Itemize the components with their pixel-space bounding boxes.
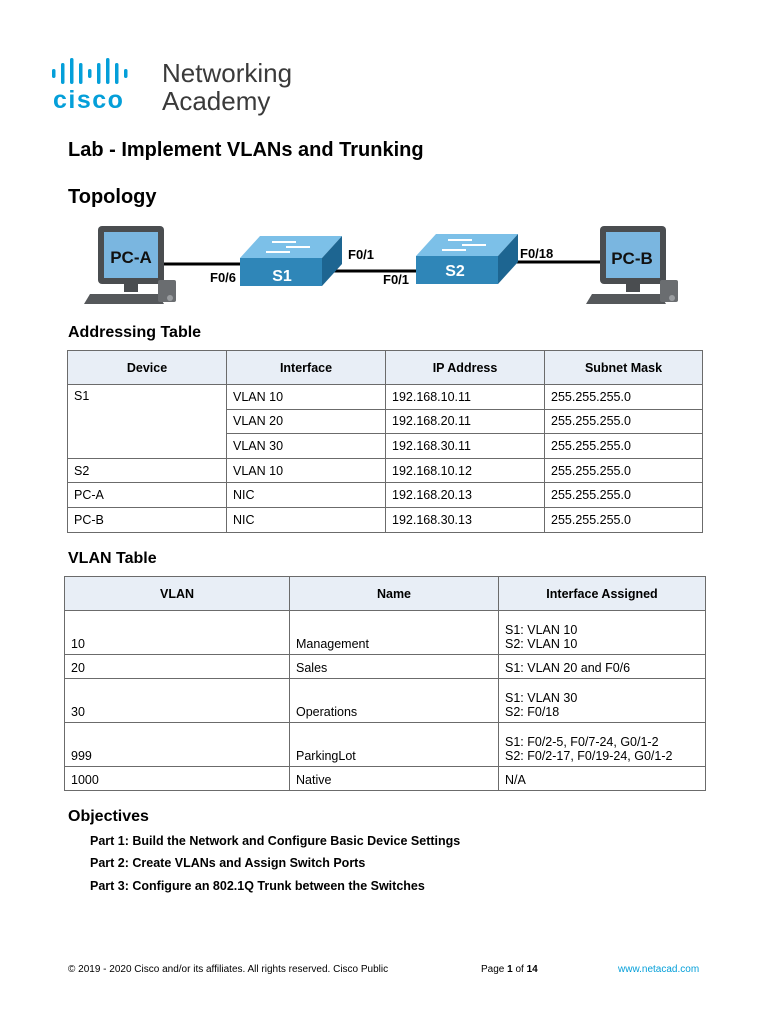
pc-a-label: PC-A — [110, 248, 152, 267]
table-cell: PC-A — [68, 483, 227, 508]
port-label-s2-f0-1: F0/1 — [383, 272, 410, 287]
s2-label: S2 — [445, 263, 465, 280]
footer-copyright: © 2019 - 2020 Cisco and/or its affiliates. All rights reserved. Cisco Public — [68, 964, 389, 975]
table-row — [65, 679, 706, 723]
table-cell: N/A — [499, 767, 706, 791]
table-cell: 10 — [65, 611, 290, 655]
table-header-row — [65, 577, 706, 611]
interface-line: S2: F0/18 — [505, 705, 560, 719]
table-cell: 30 — [65, 679, 290, 723]
vlan-table — [64, 576, 706, 791]
s1-label: S1 — [272, 268, 292, 285]
table-cell: VLAN 30 — [227, 434, 386, 459]
table-cell — [499, 723, 706, 767]
table-cell: 1000 — [65, 767, 290, 791]
column-header: Subnet Mask — [545, 351, 703, 385]
table-cell: ParkingLot — [290, 723, 499, 767]
objective-item: Part 1: Build the Network and Configure Basic Device Settings — [90, 834, 461, 848]
table-header-row — [68, 351, 703, 385]
pc-b-label: PC-B — [611, 249, 653, 268]
interface-line: S1: VLAN 10 — [505, 623, 578, 637]
table-cell: S2 — [68, 458, 227, 483]
objective-item: Part 3: Configure an 802.1Q Trunk between the Switches — [90, 879, 425, 893]
table-cell: Native — [290, 767, 499, 791]
table-row — [68, 458, 703, 483]
table-cell: S1: VLAN 20 and F0/6 — [499, 655, 706, 679]
interface-line: S2: VLAN 10 — [505, 637, 578, 651]
addressing-table — [67, 350, 703, 533]
column-header: Name — [290, 577, 499, 611]
table-cell: Operations — [290, 679, 499, 723]
footer-website-link[interactable]: www.netacad.com — [618, 964, 700, 975]
table-row — [65, 723, 706, 767]
table-row — [68, 483, 703, 508]
table-row — [68, 385, 703, 410]
column-header: Interface Assigned — [499, 577, 706, 611]
interface-line: S1: F0/2-5, F0/7-24, G0/1-2 — [505, 735, 659, 749]
table-cell: VLAN 10 — [227, 458, 386, 483]
table-cell — [499, 611, 706, 655]
table-cell: 192.168.30.13 — [386, 507, 545, 532]
table-cell: VLAN 10 — [227, 385, 386, 410]
topology-heading: Topology — [68, 186, 157, 208]
addressing-table-heading: Addressing Table — [68, 324, 202, 341]
port-label-f0-18: F0/18 — [520, 246, 554, 261]
interface-line: S1: VLAN 30 — [505, 691, 578, 705]
table-cell: VLAN 20 — [227, 409, 386, 434]
footer-page-number: Page 1 of 14 — [481, 964, 538, 975]
table-cell: Sales — [290, 655, 499, 679]
table-cell: S1 — [68, 385, 227, 459]
table-cell: 255.255.255.0 — [545, 483, 703, 508]
table-cell: 255.255.255.0 — [545, 434, 703, 459]
objectives-heading: Objectives — [68, 808, 149, 825]
table-cell: 20 — [65, 655, 290, 679]
table-cell: 192.168.20.13 — [386, 483, 545, 508]
logo-academy-text: Academy — [162, 86, 271, 116]
column-header: IP Address — [386, 351, 545, 385]
cisco-wordmark: cisco — [53, 86, 125, 114]
table-cell: 255.255.255.0 — [545, 409, 703, 434]
table-cell: NIC — [227, 483, 386, 508]
objective-item: Part 2: Create VLANs and Assign Switch Ports — [90, 856, 366, 870]
vlan-table-heading: VLAN Table — [68, 550, 157, 567]
column-header: VLAN — [65, 577, 290, 611]
port-label-s1-f0-1: F0/1 — [348, 247, 375, 262]
cisco-bars-icon — [52, 58, 152, 84]
interface-line: S2: F0/2-17, F0/19-24, G0/1-2 — [505, 749, 673, 763]
table-cell: 255.255.255.0 — [545, 458, 703, 483]
table-row — [68, 507, 703, 532]
table-cell: 192.168.10.11 — [386, 385, 545, 410]
port-label-f0-6: F0/6 — [210, 270, 237, 285]
table-row — [65, 767, 706, 791]
topology-diagram — [60, 218, 700, 310]
table-cell — [499, 679, 706, 723]
table-cell: PC-B — [68, 507, 227, 532]
table-cell: NIC — [227, 507, 386, 532]
table-cell: 192.168.20.11 — [386, 409, 545, 434]
table-cell: 999 — [65, 723, 290, 767]
table-row — [65, 655, 706, 679]
column-header: Device — [68, 351, 227, 385]
table-cell: Management — [290, 611, 499, 655]
document-title: Lab - Implement VLANs and Trunking — [68, 139, 424, 161]
table-cell: 192.168.10.12 — [386, 458, 545, 483]
table-cell: 192.168.30.11 — [386, 434, 545, 459]
table-row — [65, 611, 706, 655]
table-cell: 255.255.255.0 — [545, 507, 703, 532]
s2-switch-icon — [416, 234, 518, 284]
table-cell: 255.255.255.0 — [545, 385, 703, 410]
column-header: Interface — [227, 351, 386, 385]
logo-networking-text: Networking — [162, 58, 293, 88]
